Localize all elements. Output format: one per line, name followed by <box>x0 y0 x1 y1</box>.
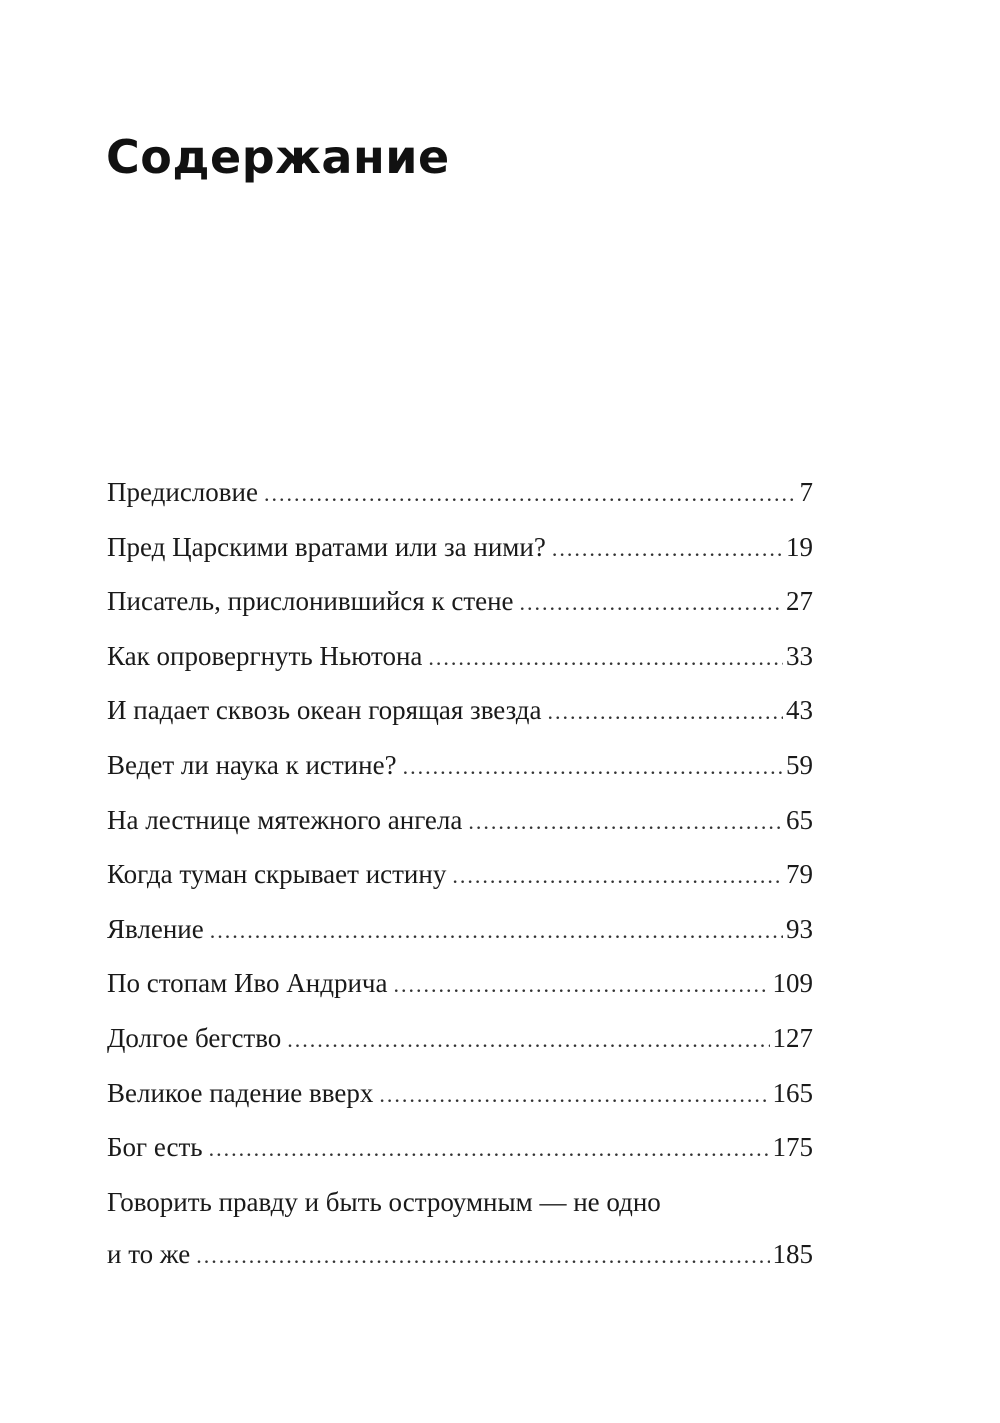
toc-entry-title: Бог есть <box>107 1132 203 1163</box>
toc-entry-title: И падает сквозь океан горящая звезда <box>107 695 542 726</box>
dot-leader <box>196 1236 769 1276</box>
dot-leader <box>428 638 783 678</box>
dot-leader <box>379 1075 769 1115</box>
table-of-contents <box>107 472 813 1292</box>
toc-page-number: 165 <box>772 1077 813 1108</box>
toc-entry <box>107 1127 813 1182</box>
toc-entry-title: Явление <box>107 913 204 944</box>
toc-page-number: 7 <box>799 477 813 507</box>
toc-entry-title: Как опровергнуть Ньютона <box>107 640 423 671</box>
toc-page-number: 65 <box>786 804 813 835</box>
toc-entry <box>107 690 813 745</box>
toc-entry <box>107 527 813 582</box>
toc-entry-title: Писатель, прислонившийся к стене <box>107 586 514 617</box>
toc-entry-title: Пред Царскими вратами или за ними? <box>107 531 546 562</box>
dot-leader <box>264 474 797 514</box>
dot-leader <box>552 529 783 569</box>
toc-entry-title: Великое падение вверх <box>107 1077 374 1108</box>
toc-page-number: 109 <box>772 968 813 999</box>
dot-leader <box>520 583 783 623</box>
page-title: Содержание <box>106 130 450 184</box>
toc-page-number: 185 <box>772 1238 813 1269</box>
toc-entry <box>107 800 813 855</box>
toc-entry <box>107 1073 813 1128</box>
toc-page-number: 175 <box>772 1132 813 1163</box>
dot-leader <box>403 747 783 787</box>
toc-page-number: 27 <box>786 586 813 617</box>
toc-page-number: 19 <box>786 531 813 562</box>
toc-entry <box>107 1182 813 1292</box>
toc-entry <box>107 472 813 527</box>
toc-entry <box>107 1018 813 1073</box>
toc-entry-continuation <box>107 1234 813 1276</box>
toc-entry-title-line2: и то же <box>107 1238 191 1269</box>
dot-leader <box>210 911 783 951</box>
toc-entry <box>107 636 813 691</box>
toc-page-number: 33 <box>786 640 813 671</box>
dot-leader <box>468 802 783 842</box>
toc-page-number: 43 <box>786 695 813 726</box>
dot-leader <box>287 1020 769 1060</box>
toc-page-number: 127 <box>772 1022 813 1053</box>
toc-entry-title: Долгое бегство <box>107 1022 282 1053</box>
toc-entry-title: Предисловие <box>107 477 258 507</box>
toc-entry-title: По стопам Иво Андрича <box>107 968 388 999</box>
dot-leader <box>548 692 783 732</box>
toc-entry-title: На лестнице мятежного ангела <box>107 804 463 835</box>
toc-entry <box>107 745 813 800</box>
toc-entry-title: Говорить правду и быть остроумным — не одно <box>107 1186 661 1217</box>
toc-page-number: 79 <box>786 859 813 890</box>
toc-entry-title: Когда туман скрывает истину <box>107 859 447 890</box>
dot-leader <box>209 1129 770 1169</box>
toc-entry <box>107 909 813 964</box>
toc-page-number: 59 <box>786 749 813 780</box>
dot-leader <box>452 856 783 896</box>
toc-page-number: 93 <box>786 913 813 944</box>
toc-entry <box>107 963 813 1018</box>
toc-entry <box>107 854 813 909</box>
toc-entry <box>107 581 813 636</box>
toc-entry-title: Ведет ли наука к истине? <box>107 749 397 780</box>
dot-leader <box>393 965 769 1005</box>
